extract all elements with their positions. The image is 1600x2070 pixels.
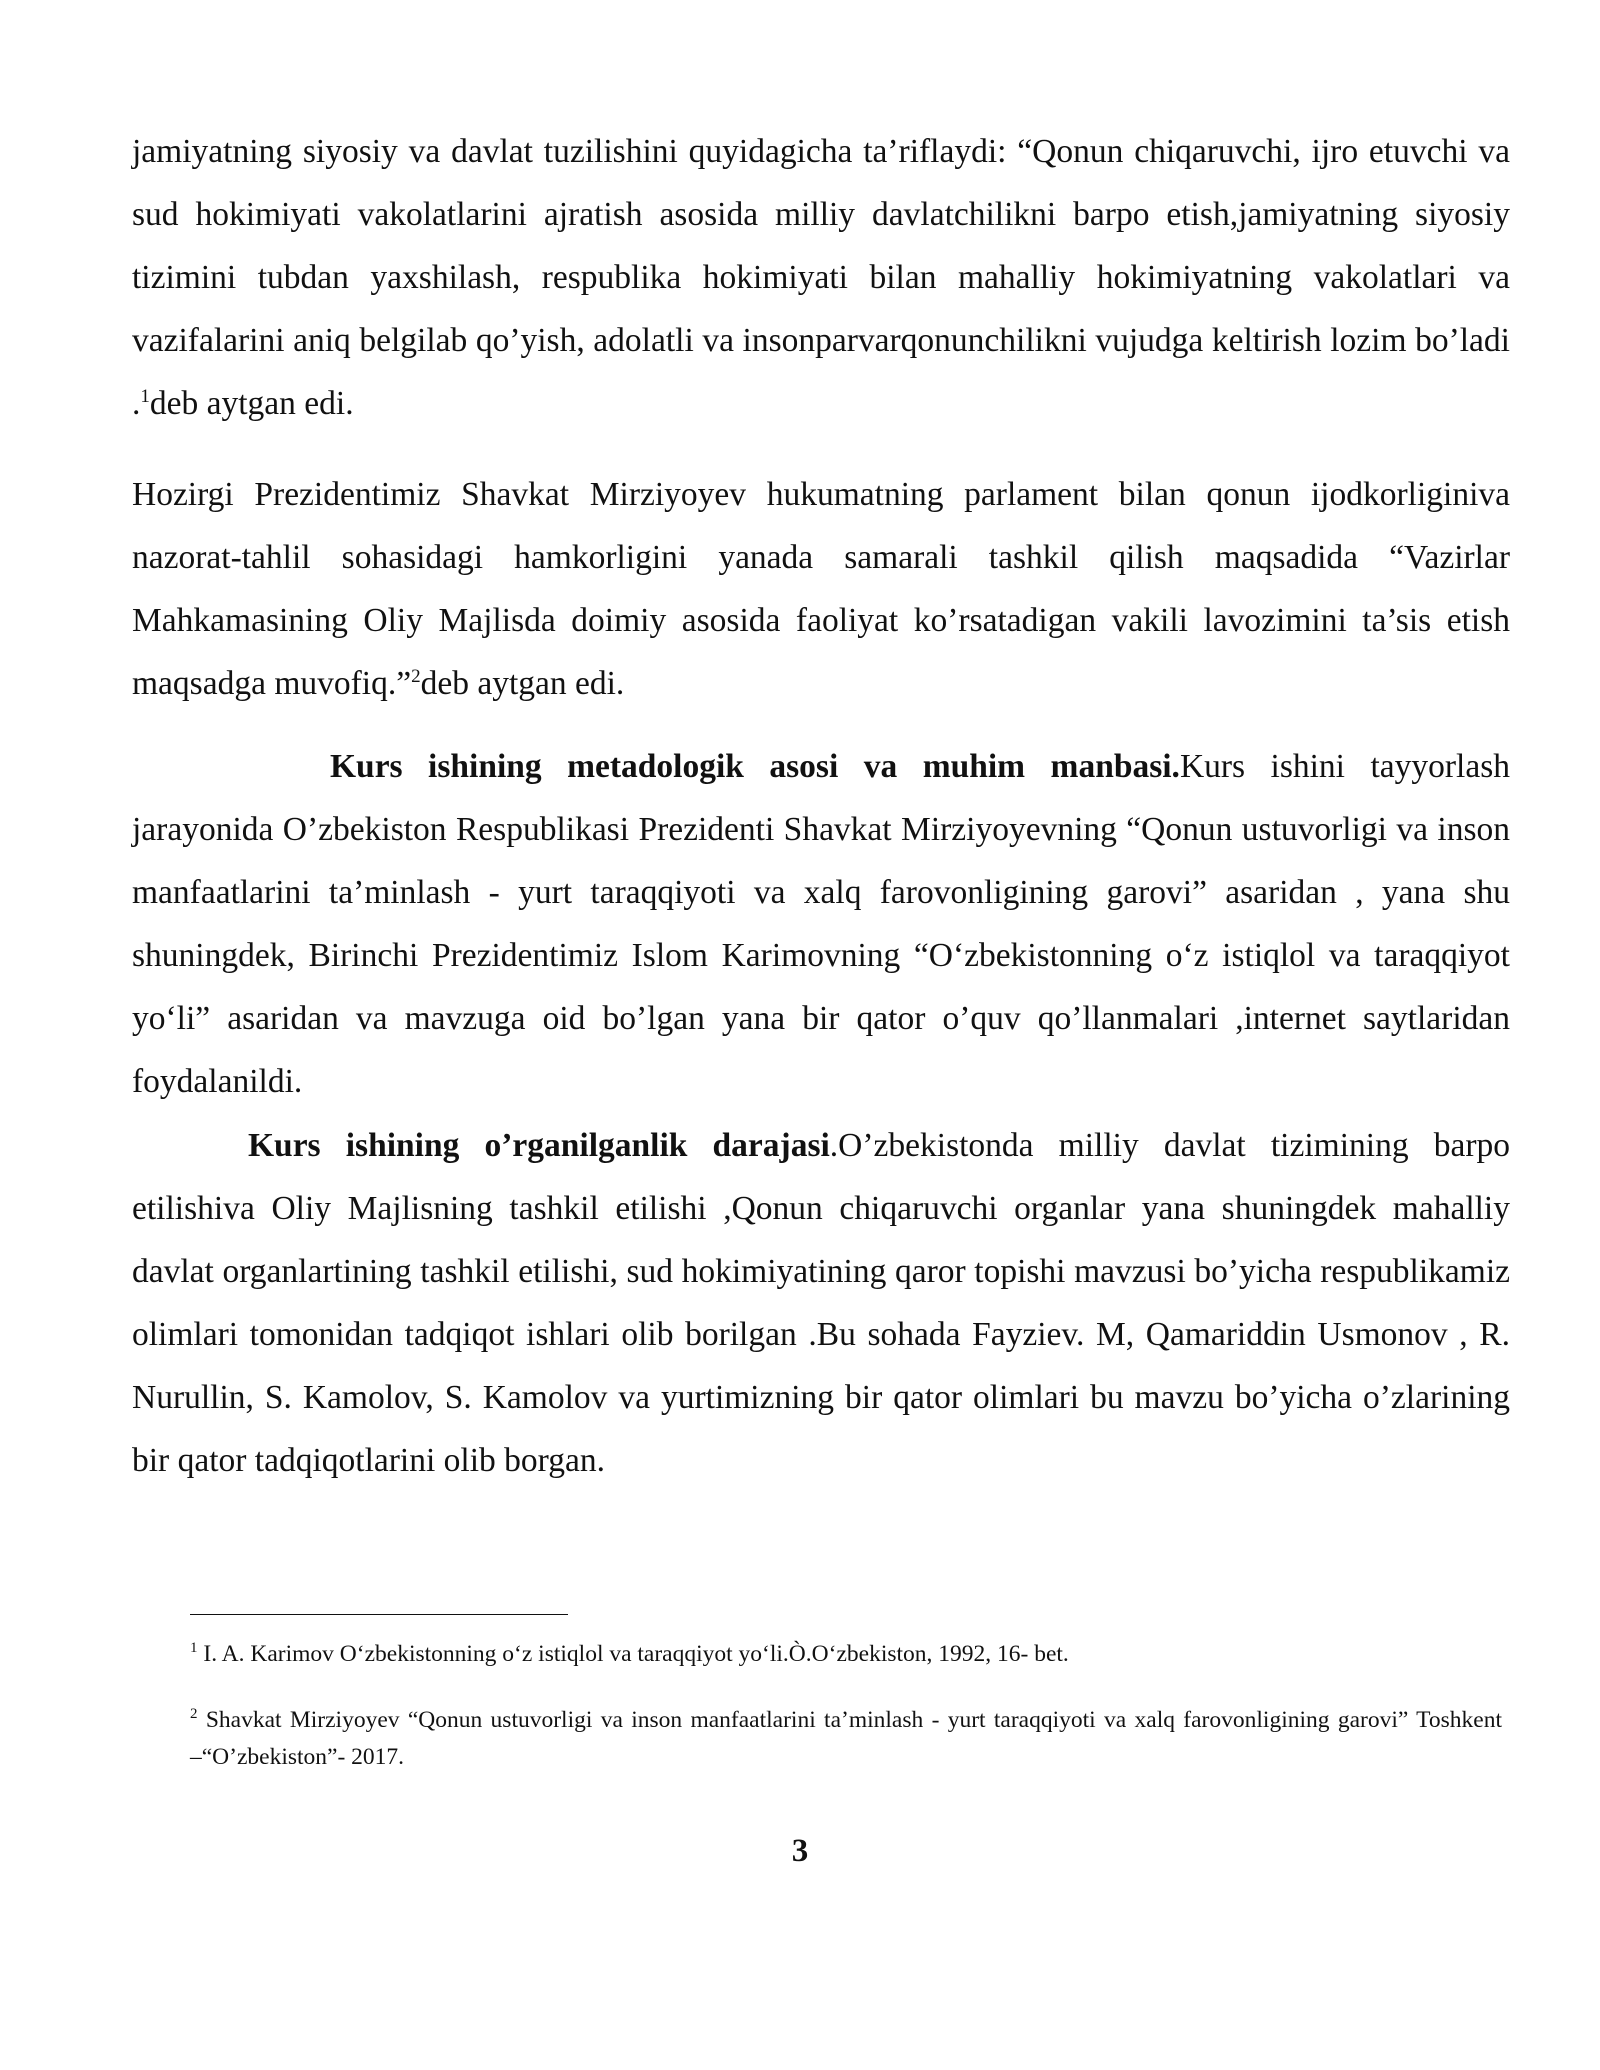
footnote-separator (190, 1614, 568, 1615)
footnote-1 (190, 1636, 1502, 1673)
footnote-number: 1 (190, 1640, 198, 1657)
paragraph-text: jamiyatning siyosiy va davlat tuzilishini quyidagicha ta’riflaydi: “Qonun chiqaruvchi, ijro etuvchi va sud hokimiyati vakolatlarini ajratish asosida milliy davlatchilikni barpo etish,jamiyatning siyosiy tizimini tubdan yaxshilash, respublika hokimiyati bilan mahalliy hokimiyatning vakolatlari va vazifalarini aniq belgilab qo’yish, adolatli va insonparvarqonunchilikni vujudga keltirish lozim bo’ladi . (132, 133, 1510, 422)
page-number: 3 (791, 1833, 809, 1869)
paragraph-text-continued: deb aytgan edi. (149, 385, 354, 422)
footnote-number: 2 (190, 1706, 198, 1723)
footnote-reference-2[interactable]: 2 (411, 665, 421, 687)
section-heading-research-level: Kurs ishining o’rganilganlik darajasi (248, 1127, 830, 1164)
footnote-text: I. A. Karimov O‘zbekistonning o‘z istiqlol va taraqqiyot yo‘li.Ò.O‘zbekiston, 1992, 16- bet. (203, 1641, 1069, 1667)
paragraph-text-continued: deb aytgan edi. (420, 665, 625, 702)
section-heading-methodology: Kurs ishining metadologik asosi va muhim manbasi. (330, 748, 1180, 785)
footnote-text: Shavkat Mirziyoyev “Qonun ustuvorligi va inson manfaatlarini ta’minlash - yurt taraqqiyoti va xalq farovonligining garovi” Toshkent –“O’zbekiston”- 2017. (190, 1707, 1503, 1770)
paragraph-text: .O’zbekistonda milliy davlat tizimining barpo etilishiva Oliy Majlisning tashkil etilishi ,Qonun chiqaruvchi organlar yana shuningdek mahalliy davlat organlartining tashkil etilishi, sud hokimiyatining qaror topishi mavzusi bo’yicha respublikamiz olimlari tomonidan tadqiqot ishlari olib borilgan .Bu sohada Fayziev. M, Qamariddin Usmonov , R. Nurullin, S. Kamolov, S. Kamolov va yurtimizning bir qator olimlari bu mavzu bo’yicha o’zlarining bir qator tadqiqotlarini olib borgan. (132, 1127, 1510, 1479)
paragraph-text: Kurs ishini tayyorlash jarayonida O’zbekiston Respublikasi Prezidenti Shavkat Mirziyoyevning “Qonun ustuvorligi va inson manfaatlarini ta’minlash - yurt taraqqiyoti va xalq farovonligining garovi” asaridan , yana shu shuningdek, Birinchi Prezidentimiz Islom Karimovning “O‘zbekistonning o‘z istiqlol va taraqqiyot yo‘li” asaridan va mavzuga oid bo’lgan yana bir qator o’quv qo’llanmalari ,internet saytlaridan foydalanildi. (132, 748, 1511, 1100)
body-paragraph-1 (132, 120, 1510, 435)
body-paragraph-3 (132, 735, 1510, 1113)
paragraph-text: Hozirgi Prezidentimiz Shavkat Mirziyoyev hukumatning parlament bilan qonun ijodkorliginiva nazorat-tahlil sohasidagi hamkorligini yanada samarali tashkil qilish maqsadida “Vazirlar Mahkamasining Oliy Majlisda doimiy asosida faoliyat ko’rsatadigan vakili lavozimini ta’sis etish maqsadga muvofiq.” (132, 476, 1510, 702)
footnote-reference-1[interactable]: 1 (140, 385, 150, 407)
body-paragraph-4 (132, 1114, 1510, 1492)
body-paragraph-2 (132, 463, 1510, 715)
footnote-2 (190, 1702, 1502, 1776)
